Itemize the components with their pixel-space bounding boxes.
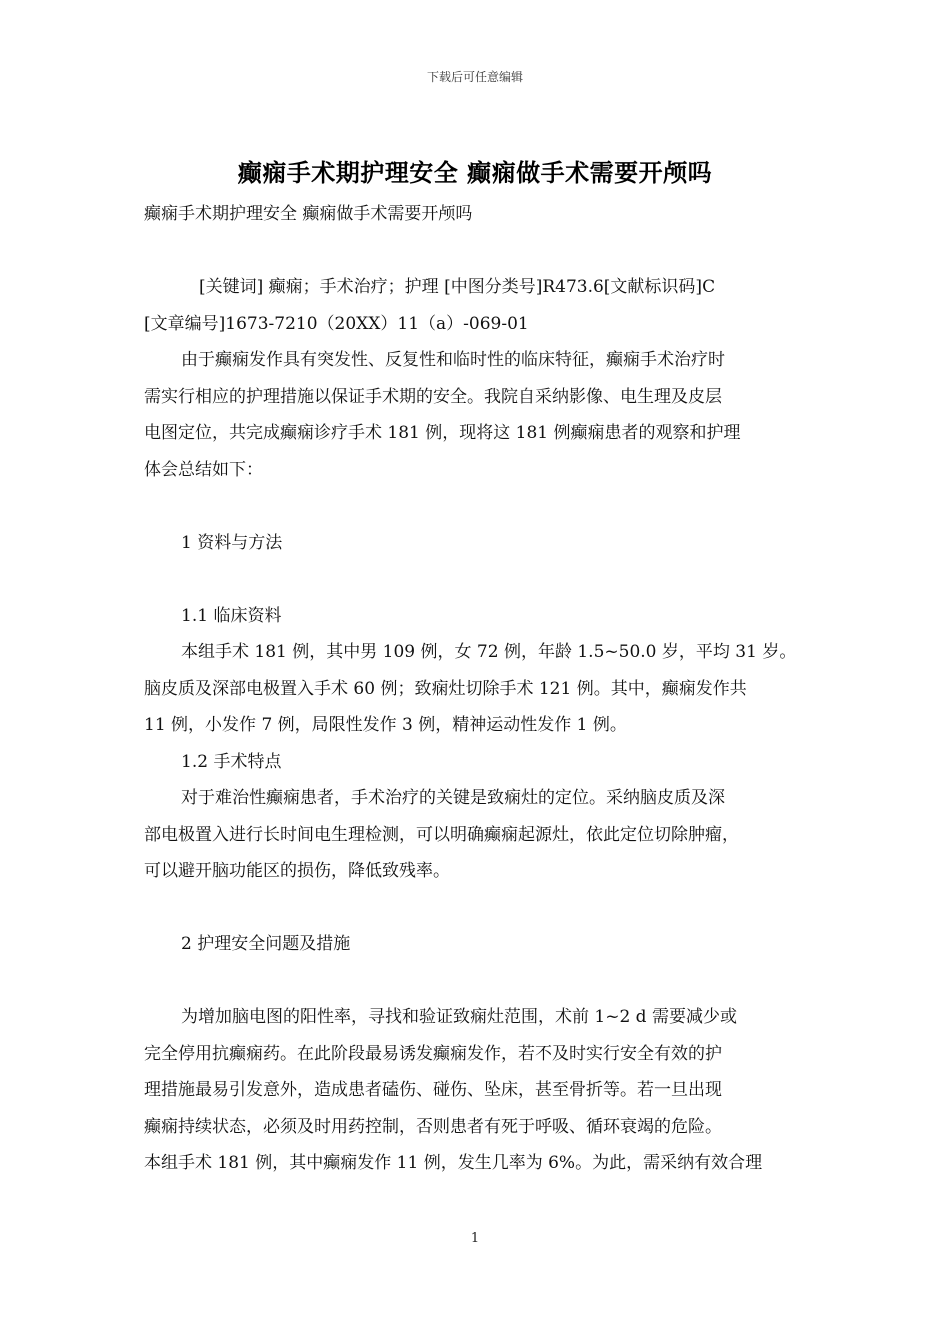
spacer bbox=[144, 963, 814, 1000]
article-number-line: [文章编号]1673-7210（20XX）11（a）-069-01 bbox=[144, 313, 529, 334]
spacer bbox=[144, 233, 814, 270]
paragraph-line: 本组手术 181 例，其中男 109 例，女 72 例，年龄 1.5~50.0 岁，平均 31 岁。 bbox=[181, 642, 797, 662]
page-number: 1 bbox=[470, 1231, 480, 1246]
subsection-heading: 1.1 临床资料 bbox=[181, 605, 282, 626]
paragraph-line: 对于难治性癫痫患者，手术治疗的关键是致痫灶的定位。采纳脑皮质及深 bbox=[181, 788, 725, 808]
header-note: 下载后可任意编辑 bbox=[426, 70, 523, 84]
paragraph-line: 部电极置入进行长时间电生理检测，可以明确癫痫起源灶，依此定位切除肿瘤， bbox=[144, 824, 739, 845]
document-title: 癫痫手术期护理安全 癫痫做手术需要开颅吗 bbox=[237, 158, 713, 187]
intro-line: 电图定位，共完成癫痫诊疗手术 181 例，现将这 181 例癫痫患者的观察和护理 bbox=[144, 423, 741, 443]
paragraph-line: 为增加脑电图的阳性率，寻找和验证致痫灶范围，术前 1~2 d 需要减少或 bbox=[181, 1007, 737, 1027]
spacer bbox=[144, 890, 814, 927]
paragraph-line: 11 例，小发作 7 例，局限性发作 3 例，精神运动性发作 1 例。 bbox=[144, 715, 627, 735]
intro-line: 由于癫痫发作具有突发性、反复性和临时性的临床特征，癫痫手术治疗时 bbox=[181, 350, 725, 370]
document-body bbox=[144, 196, 814, 1182]
section-heading: 1 资料与方法 bbox=[181, 532, 283, 553]
intro-line: 体会总结如下： bbox=[144, 459, 263, 480]
paragraph-line: 脑皮质及深部电极置入手术 60 例；致痫灶切除手术 121 例。其中，癫痫发作共 bbox=[144, 678, 747, 699]
paragraph-line: 理措施最易引发意外，造成患者磕伤、碰伤、坠床，甚至骨折等。若一旦出现 bbox=[144, 1080, 722, 1100]
paragraph-line: 完全停用抗癫痫药。在此阶段最易诱发癫痫发作，若不及时实行安全有效的护 bbox=[144, 1043, 722, 1064]
intro-line: 需实行相应的护理措施以保证手术期的安全。我院自采纳影像、电生理及皮层 bbox=[144, 386, 722, 407]
paragraph-line: 本组手术 181 例，其中癫痫发作 11 例，发生几率为 6%。为此，需采纳有效合理 bbox=[144, 1153, 763, 1173]
paragraph-line: 癫痫持续状态，必须及时用药控制，否则患者有死于呼吸、循环衰竭的危险。 bbox=[144, 1116, 722, 1137]
document-subtitle: 癫痫手术期护理安全 癫痫做手术需要开颅吗 bbox=[144, 204, 473, 224]
section-heading: 2 护理安全问题及措施 bbox=[181, 934, 351, 954]
spacer bbox=[144, 561, 814, 598]
paragraph-line: 可以避开脑功能区的损伤，降低致残率。 bbox=[144, 861, 450, 881]
spacer bbox=[144, 488, 814, 525]
subsection-heading: 1.2 手术特点 bbox=[181, 751, 282, 772]
keywords-line: [关键词] 癫痫；手术治疗；护理 [中图分类号]R473.6[文献标识码]C bbox=[199, 277, 716, 297]
